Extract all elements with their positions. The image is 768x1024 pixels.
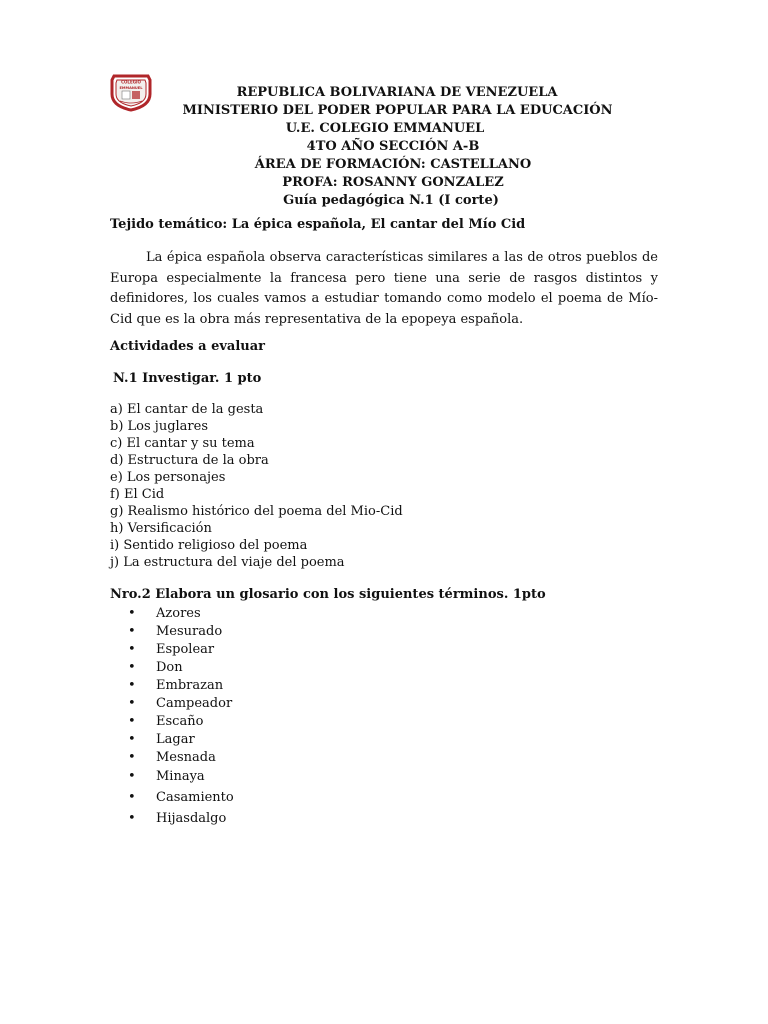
list-item: a) El cantar de la gesta (110, 402, 264, 417)
list-item (128, 623, 234, 641)
bullet-icon: • (128, 790, 136, 805)
bullet-icon: • (128, 678, 136, 693)
logo-text-top: COLEGIO (121, 79, 141, 85)
list-item: i) Sentido religioso del poema (110, 538, 308, 553)
list-item (128, 808, 234, 829)
glossary-term: Escaño (156, 714, 204, 729)
list-item: h) Versificación (110, 521, 212, 536)
bullet-icon: • (128, 732, 136, 747)
bullet-icon: • (128, 660, 136, 675)
activities-heading: Actividades a evaluar (110, 339, 266, 354)
research-topics-list (110, 401, 403, 571)
glossary-term: Don (156, 660, 183, 675)
glossary-term: Campeador (156, 696, 233, 711)
glossary-term: Mesnada (156, 750, 216, 765)
list-item: c) El cantar y su tema (110, 436, 255, 451)
list-item (128, 605, 234, 623)
list-item (128, 713, 234, 731)
header-line-ministry: MINISTERIO DEL PODER POPULAR PARA LA EDUCACIÓN (182, 103, 613, 118)
header-line-grade: 4TO AÑO SECCIÓN A-B (306, 139, 480, 154)
list-item (128, 787, 234, 808)
bullet-icon: • (128, 642, 136, 657)
list-item (128, 641, 234, 659)
glossary-term: Embrazan (156, 678, 224, 693)
activity-2-heading: Nro.2 Elabora un glosario con los siguientes términos. 1pto (110, 587, 546, 602)
glossary-term: Azores (156, 606, 201, 621)
bullet-icon: • (128, 714, 136, 729)
intro-paragraph: La épica española observa características similares a las de otros pueblos de Europa especialmente la francesa pero tiene una serie de rasgos distintos y definidores, los cuales vamos a estudiar tomando como modelo el poema de Mío-Cid que es la obra más representativa de la epopeya española. (110, 250, 658, 327)
document-header (110, 84, 660, 210)
activity-1-heading: N.1 Investigar. 1 pto (113, 371, 262, 386)
glossary-term: Espolear (156, 642, 215, 657)
header-line-school: U.E. COLEGIO EMMANUEL (285, 121, 485, 136)
list-item (128, 695, 234, 713)
list-item: b) Los juglares (110, 419, 209, 434)
glossary-term: Minaya (156, 769, 205, 784)
list-item (128, 749, 234, 767)
header-line-area: ÁREA DE FORMACIÓN: CASTELLANO (254, 157, 532, 172)
glossary-term: Lagar (156, 732, 195, 747)
topic-heading: Tejido temático: La épica española, El cantar del Mío Cid (110, 217, 526, 232)
list-item: f) El Cid (110, 487, 165, 502)
list-item (128, 659, 234, 677)
bullet-icon: • (128, 750, 136, 765)
logo-text-bottom: EMMANUEL (119, 86, 143, 90)
bullet-icon: • (128, 624, 136, 639)
bullet-icon: • (128, 769, 136, 784)
list-item: g) Realismo histórico del poema del Mio-Cid (110, 504, 403, 519)
bullet-icon: • (128, 811, 136, 826)
glossary-term: Casamiento (156, 790, 234, 805)
header-line-teacher: PROFA: ROSANNY GONZALEZ (282, 175, 504, 190)
list-item: e) Los personajes (110, 470, 226, 485)
list-item: d) Estructura de la obra (110, 453, 269, 468)
glossary-term: Mesurado (156, 624, 223, 639)
list-item (128, 677, 234, 695)
list-item: j) La estructura del viaje del poema (110, 555, 345, 570)
header-line-guide: Guía pedagógica N.1 (I corte) (283, 193, 499, 208)
bullet-icon: • (128, 606, 136, 621)
bullet-icon: • (128, 696, 136, 711)
glossary-term: Hijasdalgo (156, 811, 227, 826)
glossary-terms-list (128, 605, 234, 829)
list-item (128, 731, 234, 749)
list-item (128, 767, 234, 787)
header-line-republic: REPUBLICA BOLIVARIANA DE VENEZUELA (236, 85, 558, 100)
